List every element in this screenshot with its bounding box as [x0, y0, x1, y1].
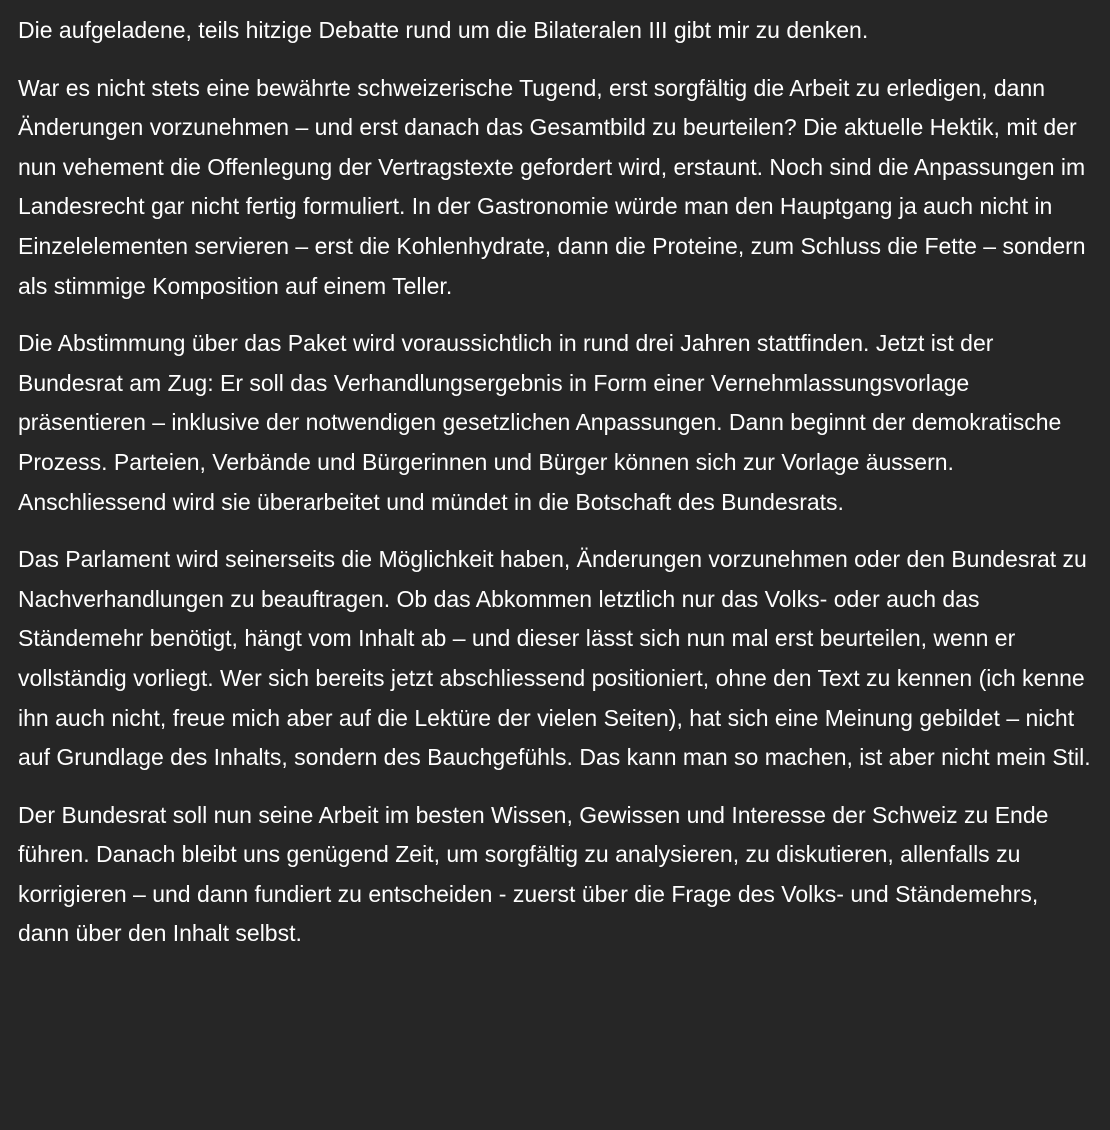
post-paragraph-4: Das Parlament wird seinerseits die Möglichkeit haben, Änderungen vorzunehmen oder den Bundesrat zu Nachverhandlungen zu beauftragen. Ob das Abkommen letztlich nur das Volks- oder auch das Ständemehr benötigt, hängt vom Inhalt ab – und dieser lässt sich nun mal erst beurteilen, wenn er vollständig vorliegt. Wer sich bereits jetzt abschliessend positioniert, ohne den Text zu kennen (ich kenne ihn auch nicht, freue mich aber auf die Lektüre der vielen Seiten), hat sich eine Meinung gebildet – nicht auf Grundlage des Inhalts, sondern des Bauchgefühls. Das kann man so machen, ist aber nicht mein Stil.: [18, 546, 1091, 771]
post-paragraph-3: Die Abstimmung über das Paket wird voraussichtlich in rund drei Jahren stattfinden. Jetzt ist der Bundesrat am Zug: Er soll das Verhandlungsergebnis in Form einer Vernehmlassungsvorlage präsentieren – inklusive der notwendigen gesetzlichen Anpassungen. Dann beginnt der demokratische Prozess. Parteien, Verbände und Bürgerinnen und Bürger können sich zur Vorlage äussern. Anschliessend wird sie überarbeitet und mündet in die Botschaft des Bundesrats.: [18, 330, 1062, 515]
post-paragraph-5: Der Bundesrat soll nun seine Arbeit im besten Wissen, Gewissen und Interesse der Schweiz zu Ende führen. Danach bleibt uns genügend Zeit, um sorgfältig zu analysieren, zu diskutieren, allenfalls zu korrigieren – und dann fundiert zu entscheiden - zuerst über die Frage des Volks- und Ständemehrs, dann über den Inhalt selbst.: [18, 801, 1049, 947]
post-paragraph-1: Die aufgeladene, teils hitzige Debatte rund um die Bilateralen III gibt mir zu denken.: [18, 17, 869, 43]
post-paragraph-2: War es nicht stets eine bewährte schweizerische Tugend, erst sorgfältig die Arbeit zu erledigen, dann Änderungen vorzunehmen – und erst danach das Gesamtbild zu beurteilen? Die aktuelle Hektik, mit der nun vehement die Offenlegung der Vertragstexte gefordert wird, erstaunt. Noch sind die Anpassungen im Landesrecht gar nicht fertig formuliert. In der Gastronomie würde man den Hauptgang ja auch nicht in Einzelelementen servieren – erst die Kohlenhydrate, dann die Proteine, zum Schluss die Fette – sondern als stimmige Komposition auf einem Teller.: [18, 74, 1086, 299]
